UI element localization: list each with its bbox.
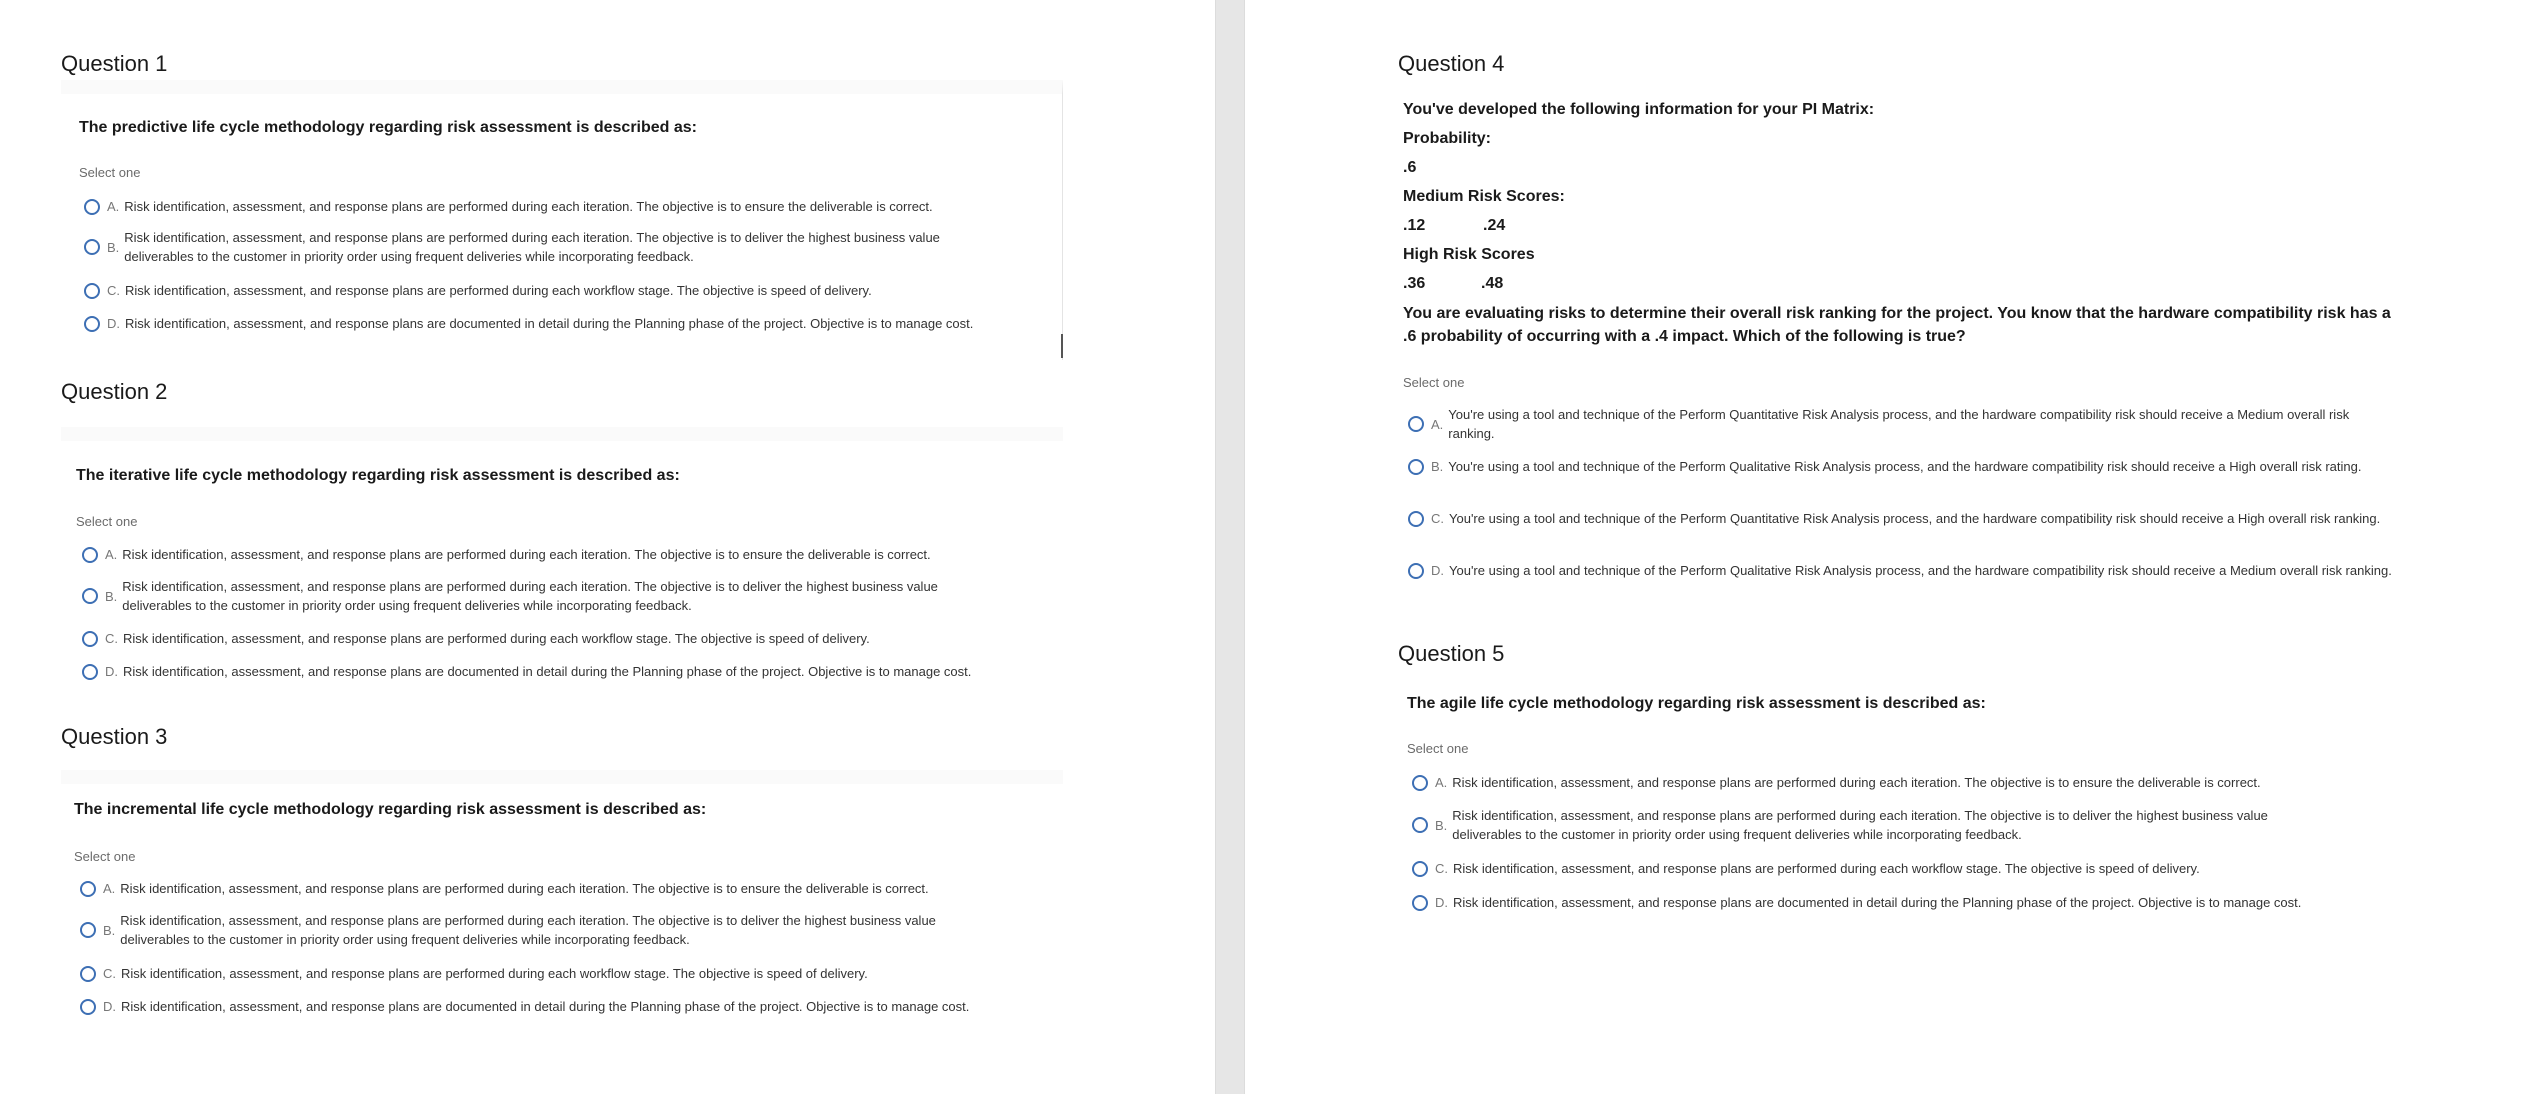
radio-button[interactable]: [82, 631, 98, 647]
radio-button[interactable]: [84, 316, 100, 332]
radio-button[interactable]: [1408, 511, 1424, 527]
option-text: Risk identification, assessment, and response plans are performed during each workflow stage. The objective is speed of delivery.: [123, 631, 870, 646]
option-text: Risk identification, assessment, and response plans are performed during each iteration. The objective is to ensure the deliverable is correct.: [1452, 775, 2261, 790]
option-letter: C.: [103, 966, 116, 981]
option-d[interactable]: [82, 662, 1042, 681]
option-text: Risk identification, assessment, and response plans are performed during each workflow stage. The objective is speed of delivery.: [1453, 861, 2200, 876]
option-d[interactable]: [84, 314, 1044, 333]
question-text: The agile life cycle methodology regarding risk assessment is described as:: [1407, 695, 1986, 712]
question-text: The predictive life cycle methodology regarding risk assessment is described as:: [79, 119, 698, 136]
question-heading: Question 3: [61, 724, 168, 749]
option-text: Risk identification, assessment, and response plans are performed during each workflow stage. The objective is speed of delivery.: [125, 283, 872, 298]
option-b[interactable]: [80, 911, 1000, 949]
option-b[interactable]: [84, 228, 1004, 266]
radio-button[interactable]: [82, 547, 98, 563]
option-text: Risk identification, assessment, and response plans are performed during each iteration. The objective is to ensure the deliverable is correct.: [120, 881, 929, 896]
option-text: Risk identification, assessment, and response plans are performed during each iteration. The objective is to deliver the highest business value deliverables to the customer in priority order using frequent deliveries while incorporating feedback.: [124, 230, 940, 264]
option-text: Risk identification, assessment, and response plans are performed during each iteration. The objective is to ensure the deliverable is correct.: [124, 199, 933, 214]
radio-button[interactable]: [84, 239, 100, 255]
option-letter: A.: [1431, 416, 1444, 432]
radio-button[interactable]: [1408, 459, 1424, 475]
radio-button[interactable]: [82, 664, 98, 680]
option-letter: C.: [1431, 511, 1444, 526]
medium-value-1: .12: [1403, 217, 1426, 234]
option-text: You're using a tool and technique of the Perform Quantitative Risk Analysis process, and the hardware compatibility risk should receive a Medium overall risk ranking.: [1448, 407, 2350, 441]
option-d[interactable]: [80, 997, 1040, 1016]
radio-button[interactable]: [1412, 895, 1428, 911]
option-a[interactable]: [84, 197, 1004, 216]
option-letter: D.: [103, 999, 116, 1014]
option-text: You're using a tool and technique of the Perform Qualitative Risk Analysis process, and the hardware compatibility risk should receive a High overall risk rating.: [1448, 459, 2362, 474]
option-letter: D.: [1435, 895, 1448, 910]
option-b[interactable]: [1412, 806, 2332, 844]
option-letter: B.: [107, 239, 120, 255]
question-text: You are evaluating risks to determine their overall risk ranking for the project. You know that the hardware compatibility risk has a .6 probability of occurring with a .4 impact. Which of the following is true?: [1403, 305, 2391, 345]
radio-button[interactable]: [1408, 563, 1424, 579]
option-letter: D.: [107, 316, 120, 331]
radio-button[interactable]: [1412, 817, 1428, 833]
question-heading: Question 2: [61, 379, 168, 404]
option-text: Risk identification, assessment, and response plans are documented in detail during the Planning phase of the project. Objective is to manage cost.: [123, 664, 972, 679]
option-b[interactable]: [1408, 457, 2393, 476]
question-text: The iterative life cycle methodology regarding risk assessment is described as:: [76, 467, 680, 484]
option-a[interactable]: [1408, 405, 2393, 443]
option-letter: C.: [1435, 861, 1448, 876]
option-text: Risk identification, assessment, and response plans are documented in detail during the Planning phase of the project. Objective is to manage cost.: [125, 316, 974, 331]
option-c[interactable]: [84, 281, 1004, 300]
select-one-label: Select one: [1403, 375, 1465, 390]
question-text: The incremental life cycle methodology regarding risk assessment is described as:: [74, 801, 707, 818]
select-one-label: Select one: [74, 849, 136, 864]
option-c[interactable]: [80, 964, 1000, 983]
option-c[interactable]: [1408, 509, 2393, 528]
option-letter: A.: [103, 881, 116, 896]
radio-button[interactable]: [1412, 861, 1428, 877]
radio-button[interactable]: [1412, 775, 1428, 791]
radio-button[interactable]: [84, 199, 100, 215]
option-letter: B.: [103, 922, 116, 938]
high-value-2: .48: [1481, 275, 1504, 292]
option-text: Risk identification, assessment, and response plans are documented in detail during the Planning phase of the project. Objective is to manage cost.: [1453, 895, 2302, 910]
option-c[interactable]: [1412, 859, 2372, 878]
option-a[interactable]: [82, 545, 1002, 564]
left-page: [0, 0, 1215, 1094]
option-letter: B.: [105, 588, 118, 604]
medium-label: Medium Risk Scores:: [1403, 188, 1565, 205]
radio-button[interactable]: [1408, 416, 1424, 432]
option-letter: C.: [105, 631, 118, 646]
radio-button[interactable]: [80, 966, 96, 982]
option-letter: D.: [105, 664, 118, 679]
radio-button[interactable]: [84, 283, 100, 299]
option-letter: C.: [107, 283, 120, 298]
option-text: Risk identification, assessment, and response plans are performed during each iteration. The objective is to deliver the highest business value deliverables to the customer in priority order using frequent deliveries while incorporating feedback.: [1452, 808, 2268, 842]
option-letter: B.: [1431, 459, 1444, 474]
radio-button[interactable]: [82, 588, 98, 604]
option-letter: A.: [1435, 775, 1448, 790]
option-a[interactable]: [80, 879, 1000, 898]
option-text: Risk identification, assessment, and response plans are performed during each iteration. The objective is to deliver the highest business value deliverables to the customer in priority order using frequent deliveries while incorporating feedback.: [122, 579, 938, 613]
option-text: You're using a tool and technique of the Perform Qualitative Risk Analysis process, and the hardware compatibility risk should receive a Medium overall risk ranking.: [1449, 563, 2392, 578]
option-a[interactable]: [1412, 773, 2372, 792]
option-d[interactable]: [1412, 893, 2412, 912]
option-text: Risk identification, assessment, and response plans are documented in detail during the Planning phase of the project. Objective is to manage cost.: [121, 999, 970, 1014]
question-heading: Question 4: [1398, 51, 1505, 76]
radio-button[interactable]: [80, 999, 96, 1015]
option-letter: A.: [105, 547, 118, 562]
medium-value-2: .24: [1483, 217, 1506, 234]
text-cursor: [1061, 334, 1063, 358]
option-c[interactable]: [82, 629, 1002, 648]
option-text: Risk identification, assessment, and response plans are performed during each iteration. The objective is to deliver the highest business value deliverables to the customer in priority order using frequent deliveries while incorporating feedback.: [120, 913, 936, 947]
radio-button[interactable]: [80, 881, 96, 897]
option-text: You're using a tool and technique of the Perform Quantitative Risk Analysis process, and the hardware compatibility risk should receive a High overall risk ranking.: [1449, 511, 2381, 526]
option-letter: D.: [1431, 563, 1444, 578]
select-one-label: Select one: [1407, 741, 1469, 756]
page-gutter: [1215, 0, 1245, 1094]
high-value-1: .36: [1403, 275, 1426, 292]
select-one-label: Select one: [76, 514, 138, 529]
option-b[interactable]: [82, 577, 1002, 615]
select-one-label: Select one: [79, 165, 141, 180]
probability-label: Probability:: [1403, 130, 1492, 147]
option-d[interactable]: [1408, 561, 2393, 580]
question-heading: Question 1: [61, 51, 168, 76]
option-letter: B.: [1435, 817, 1448, 833]
question-heading: Question 5: [1398, 641, 1505, 666]
info-intro: You've developed the following information for your PI Matrix:: [1403, 101, 1875, 118]
option-text: Risk identification, assessment, and response plans are performed during each iteration. The objective is to ensure the deliverable is correct.: [122, 547, 931, 562]
probability-value: .6: [1403, 159, 1417, 176]
high-label: High Risk Scores: [1403, 246, 1535, 263]
radio-button[interactable]: [80, 922, 96, 938]
option-letter: A.: [107, 199, 120, 214]
option-text: Risk identification, assessment, and response plans are performed during each workflow stage. The objective is speed of delivery.: [121, 966, 868, 981]
right-page: [1245, 0, 2525, 1094]
